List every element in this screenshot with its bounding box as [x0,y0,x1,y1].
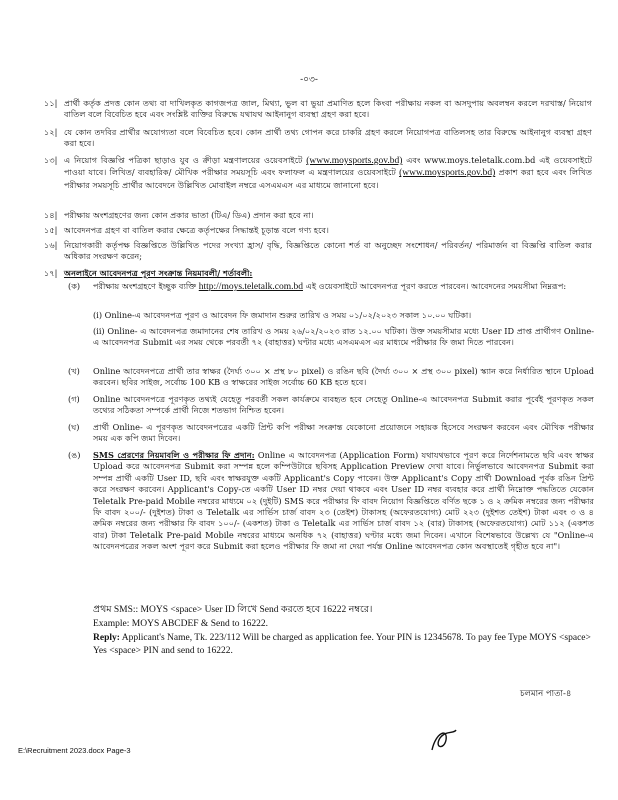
sub-clause-number: (ক) [68,281,81,291]
clause-14 [44,210,592,221]
clause-15 [44,225,592,236]
page-number: -০৩- [300,75,318,85]
file-path-footer: E:\Recruitment 2023.docx Page-3 [18,746,131,755]
clause-number: ১৬| [44,240,58,250]
deadline-end: (ii) Online- এ আবেদনপত্র জমাদানের শেষ তারিখ ও সময় ২৬/০২/২০২৩ রাত ১২.০০ ঘটিকা। উক্ত সময়সীমার মধ্যে User ID প্রাপ্ত প্রার্থীগণ Online- এ আবেদনপত্র Submit এর সময় থেকে পরবর্তী ৭২ (বাহাত্তর) ঘণ্টার মধ্যে এসএমএস এর মাধ্যমে পরীক্ষার ফি জমা দিতে পারবেন। [93,326,594,348]
clause-text: নিয়োগকারী কর্তৃপক্ষ বিজ্ঞপ্তিতে উল্লিখিত পদের সংখ্যা হ্রাস/ বৃদ্ধি, বিজ্ঞপ্তিতে কোনো শর্ত বা অনুচ্ছেদ সংশোধন/ পরিবর্তন/ পরিমার্জন বা বিজ্ঞপ্তি বাতিল করার অধিকার সংরক্ষণ করেন; [64,240,592,262]
sub-clause-text-part: Online এ আবেদনপত্র (Application Form) যথাযথভাবে পূরণ করে নির্দেশনামতে ছবি এবং স্বাক্ষর Upload করে আবেদনপত্র Submit করা সম্পন্ন হলে কম্পিউটারে ছবিসহ Application Preview দেখা যাবে। নির্ভুলভাবে আবেদনপত্র Submit করা সম্পন্ন প্রার্থী একটি User ID, ছবি এবং স্বাক্ষরযুক্ত একটি Applicant's Copy পাবেন। উক্ত Applicant's Copy প্রার্থী Download পূর্বক রঙিন প্রিন্ট করে সংরক্ষণ করবেন। Applicant's Copy-তে একটি User ID নম্বর দেয়া থাকবে এবং User ID নম্বর ব্যবহার করে প্রার্থী নিম্নোক্ত পদ্ধতিতে যেকোন Teletalk Pre-paid Mobile নম্বরের মাধ্যমে ০২ (দুইটি) SMS করে পরীক্ষার ফি বাবদ নিয়োগ বিজ্ঞপ্তিতে বর্ণিত ছকে ১ ও ২ ক্রমিক নম্বরের জন্য পরীক্ষার ফি বাবদ ২০০/- (দুইশত) টাকা ও Teletalk এর সার্ভিস চার্জ বাবদ ২৩ (তেইশ) টাকাসহ (অফেরতযোগ্য) মোট ২২৩ (দুইশত তেইশ) টাকা এবং ৩ ও ৪ ক্রমিক নম্বরের জন্য পরীক্ষার ফি বাবদ ১০০/- (একশত) টাকা ও Teletalk এর সার্ভিস চার্জ বাবদ ১২ (বার) টাকাসহ (অফেরতযোগ্য) মোট ১১২ (একশত বার) টাকা Teletalk Pre-paid Mobile নম্বরের মাধ্যমে অনধিক ৭২ (বাহাত্তর) ঘণ্টার মধ্যে জমা দিবেন। এখানে বিশেষভাবে উল্লেখ্য যে "Online-এ আবেদনপত্রের সকল অংশ পূরণ করে Submit করা হলেও পরীক্ষার ফি জমা না দেয়া পর্যন্ত Online আবেদনপত্র কোন অবস্থাতেই গৃহীত হবে না"। [93,450,594,552]
clause-number: ১৭| [44,268,58,278]
clause-text-part: এ নিয়োগ বিজ্ঞপ্তি পত্রিকা ছাড়াও যুব ও ক্রীড়া মন্ত্রণালয়ের ওয়েবসাইটে [64,155,307,165]
sms-fee-heading: SMS প্রেরণের নিয়মাবলি ও পরীক্ষার ফি প্রদান: [93,450,255,460]
clause-text: যে কোন তদবির প্রার্থীর অযোগ্যতা বলে বিবেচিত হবে। কোন প্রার্থী তথ্য গোপন করে চাকরি গ্রহণ করলে নিয়োগপত্র বাতিলসহ তার বিরুদ্ধে আইনানুগ ব্যবস্থা গ্রহণ করা হবে। [64,127,592,149]
sms-first-instruction: প্রথম SMS:: MOYS <space> User ID লিখে Send করতে হবে 16222 নম্বরে। [93,605,373,615]
clause-text: প্রার্থী কর্তৃক প্রদত্ত কোন তথ্য বা দাখিলকৃত কাগজপত্র জাল, মিথ্যা, ভুল বা ভুয়া প্রমাণিত হলে কিংবা পরীক্ষায় নকল বা অসদুপায় অবলম্বন করলে দরখাস্ত/ নিয়োগ বাতিল বলে বিবেচিত হবে এবং সংশ্লিষ্ট ব্যক্তির বিরুদ্ধে যথাযথ আইনানুগ ব্যবস্থা গ্রহণ করা হবে। [64,98,592,120]
sms-reply [93,632,594,657]
sms-reply-label: Reply: [93,633,120,643]
sub-clause-text-part: পরীক্ষায় অংশগ্রহণে ইচ্ছুক ব্যক্তি [93,281,199,291]
sub-clause-text [93,281,594,293]
sub-clause-gha [68,422,594,445]
sms-example: Example: MOYS ABCDEF & Send to 16222. [93,619,268,629]
teletalk-website-link[interactable]: http://moys.teletalk.com.bd [198,282,303,292]
sub-clause-text: Online আবেদনপত্রে পূরণকৃত তথ্যই যেহেতু পরবর্তী সকল কার্যক্রমে ব্যবহৃত হবে সেহেতু Online-এ আবেদনপত্র Submit করার পূর্বেই পূরণকৃত সকল তথ্যের সঠিকতা সম্পর্কে প্রার্থী নিজে শতভাগ নিশ্চিত হবেন। [93,394,594,416]
deadline-start: (i) Online-এ আবেদনপত্র পূরণ ও আবেদন ফি জমাদান শুরুর তারিখ ও সময় ০১/০২/২০২৩ সকাল ১০.০০ ঘটিকা। [93,310,472,320]
clause-12 [44,127,592,150]
clause-number: ১১| [44,98,58,108]
clause-text [64,155,592,191]
sub-clause-text: প্রার্থী Online- এ পূরণকৃত আবেদনপত্রের একটি প্রিন্ট কপি পরীক্ষা সংক্রান্ত যেকোনো প্রয়োজনে সহায়ক হিসেবে সংরক্ষণ করবেন এবং মৌখিক পরীক্ষার সময় এক কপি জমা দিবেন। [93,422,594,444]
sub-clause-umo [68,450,594,553]
clause-text: আবেদনপত্র গ্রহণ বা বাতিল করার ক্ষেত্রে কর্তৃপক্ষের সিদ্ধান্তই চূড়ান্ত বলে গণ্য হবে। [64,225,329,235]
clause-heading: অনলাইনে আবেদনপত্র পূরণ সংক্রান্ত নিয়মাবলী/ শর্তাবলী: [64,268,253,278]
sub-clause-text: Online আবেদনপত্রে প্রার্থী তার স্বাক্ষর (দৈর্ঘ্য ৩০০ × প্রস্থ ৮০ pixel) ও রঙিন ছবি (দৈর্ঘ্য ৩০০ × প্রস্থ ৩০০ pixel) স্ক্যান করে নির্ধারিত স্থানে Upload করবেন। ছবির সাইজ, সর্বোচ্চ 100 KB ও স্বাক্ষরের সাইজ সর্বোচ্চ 60 KB হতে হবে। [93,366,594,388]
clause-11 [44,98,592,121]
ministry-website-link-2[interactable]: (www.moysports.gov.bd) [399,168,496,179]
signature-mark [426,724,460,758]
sub-clause-text [93,450,594,553]
sub-clause-ka [68,281,594,293]
clause-text-part: প্রকাশ করা হবে এবং লিখিত পরীক্ষার সময়সূচি প্রার্থীর আবেদনে উল্লিখিত মোবাইল নম্বরে এসএমএস এর মাধ্যমে জানানো হবে। [64,167,592,190]
sub-clause-number: (খ) [68,366,80,376]
clause-number: ১৫| [44,225,58,235]
sub-clause-number: (ঘ) [68,422,80,432]
sub-clause-number: (গ) [68,394,80,404]
ministry-website-link[interactable]: (www.moysports.gov.bd) [306,156,403,166]
sub-clause-kha [68,366,594,389]
clause-text-part: এবং www.moys.teletalk.com.bd এই ওয়েবসাইটে পাওয়া যাবে। লিখিত/ ব্যবহারিক/ মৌখিক পরীক্ষার সময়সূচি এবং ফলাফল এ মন্ত্রণালয়ের ওয়েবসাইটে [64,155,592,178]
clause-13 [44,155,592,191]
sub-clause-ga [68,394,594,417]
clause-number: ১৩| [44,155,58,165]
clause-number: ১২| [44,127,58,137]
continued-page-note: চলমান পাতা-৪ [520,689,572,699]
sms-reply-text: Applicant's Name, Tk. 223/112 Will be charged as application fee. Your PIN is 12345678. To pay fee Type MOYS <space> Yes <space> PIN and send to 16222. [93,633,591,656]
sub-clause-text-part: এই ওয়েবসাইটে আবেদনপত্র পূরণ করতে পারবেন। আবেদনের সময়সীমা নিম্নরূপ: [302,281,567,291]
sub-clause-number: (ঙ) [68,450,81,460]
clause-17 [44,268,592,279]
clause-text: পরীক্ষায় অংশগ্রহণের জন্য কোন প্রকার ভাতা (টিএ/ ডিএ) প্রদান করা হবে না। [64,210,314,220]
clause-16 [44,240,592,263]
clause-number: ১৪| [44,210,58,220]
